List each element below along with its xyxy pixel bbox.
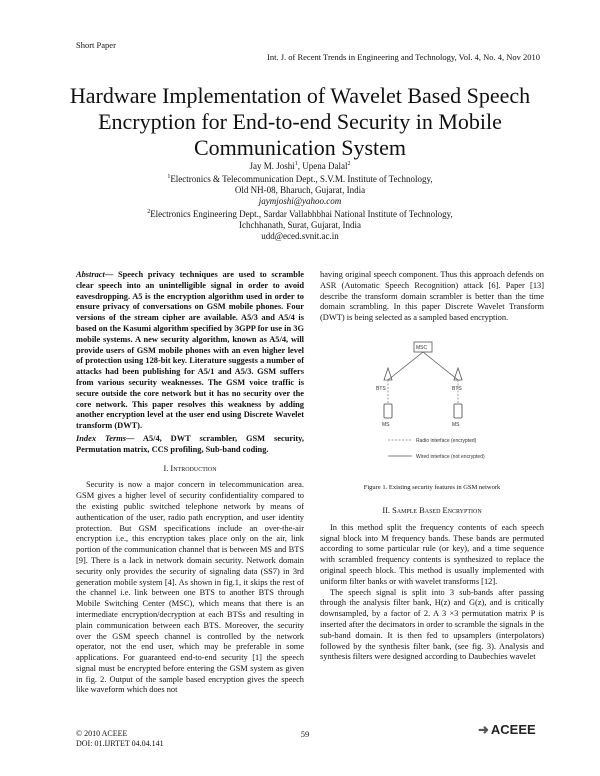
page-number: 59 [300, 729, 310, 739]
affiliation-1-address: Old NH-08, Bharuch, Gujarat, India [234, 185, 366, 195]
doi: DOI: 01.IJRTET 04.04.141 [76, 738, 164, 748]
link-msc-bts1 [388, 352, 423, 380]
label-bts-1: BTS [376, 386, 386, 392]
section-heading-introduction: I. Introduction [163, 463, 217, 473]
copyright: © 2010 ACEEE [76, 729, 128, 738]
email-2[interactable]: udd@eced.svnit.ac.in [261, 231, 339, 241]
abstract: Abstract— Speech privacy techniques are used to scramble clear speech into an unintelligible signal in order to avoid eavesdropping. A5 is the encryption algorithm used in order to ensure privacy of conversations on GSM mobile phones. Four versions of the stream cipher are available. A5/3 and A5/4 is based on the Kasumi algorithm specified by 3GPP for use in 3G mobile systems. A new security algorithm, known as A5/4, will provide users of GSM mobile phones with an even higher level of protection using 128-bit key. Literature suggests a number of attacks had been publishing for A5/1 and A5/3. GSM suffers from various security weaknesses. The GSM voice traffic is secure outside the core network but it has no security over the core network. This paper resolves this weakness by adding another encryption level at the user end using Discrete Wavelet transform (DWT). [76, 270, 304, 431]
continued-paragraph: having original speech component. Thus this approach defends on ASR (Automatic Speech Recognition) attack [6]. Paper [13] describe the transform domain scrambler is better than the time domain scrambling. In this paper Discrete Wavelet Transform (DWT) is being selected as a sampled based encryption. [320, 270, 544, 323]
affiliation-1: $^1$Electronics & Telecommunication Dept., S.V.M. Institute of Technology, [167, 174, 433, 184]
email-1[interactable]: jaymjoshi@yahoo.com [258, 196, 342, 206]
figure-1-caption: Figure 1. Existing security features in GSM network [363, 484, 501, 491]
index-terms: Index Terms— A5/4, DWT scrambler, GSM security, Permutation matrix, CCS profiling, Sub-band coding. [76, 433, 305, 454]
paper-title: Hardware Implementation of Wavelet Based Speech Encryption for End-to-end Security in Mobile Communication System [69, 83, 531, 160]
link-msc-bts2 [423, 352, 458, 380]
label-ms-1: MS [382, 422, 390, 428]
legend-wired: Wired interface (not encrypted) [416, 454, 485, 460]
label-ms-2: MS [452, 422, 460, 428]
author-names: Jay M. Joshi$^1$, Upena Dalal$^2$ [249, 161, 351, 171]
section-heading-sample-based-encryption: II. Sample Based Encryption [382, 506, 482, 515]
footer-left [76, 729, 164, 748]
right-column [320, 270, 544, 324]
mobile-phone-2-icon [454, 404, 462, 418]
affiliation-2-address: Ichchhanath, Surat, Gujarat, India [239, 220, 361, 230]
publisher-logo: ➜ ACEEE [478, 722, 536, 737]
logo-arrow-icon: ➜ [478, 722, 489, 737]
left-column [76, 270, 304, 696]
label-bts-2: BTS [452, 386, 462, 392]
legend-radio: Radio interface (encrypted) [416, 438, 477, 444]
right-column-lower [320, 506, 544, 663]
section2-paragraph-2: The speech signal is split into 3 sub-bands after passing through the analysis filter bank, H(z) and G(z), and is critically downsampled, by a factor of 2. A 3 ×3 permutation matrix P is inserted after the decimators in order to scramble the signals in the sub-band domain. It is then fed to upsamplers (interpolators) followed by the synthesis filter bank, (see fig. 3). Analysis and synthesis filters were designed according to Daubechies wavelet [320, 587, 544, 662]
figure-1-gsm-network-diagram [348, 340, 498, 472]
mobile-phone-1-icon [384, 404, 392, 418]
section2-paragraph-1: In this method split the frequency contents of each speech signal block into M frequency bands. These bands are permuted according to some particular rule (or key), and a time sequence with scrambled frequency contents is synthesized to replace the original speech block. This method is usually implemented with uniform filter banks or with wavelet transforms [12]. [320, 522, 544, 586]
label-msc: MSC [416, 345, 428, 351]
running-header-left: Short Paper [76, 40, 116, 50]
intro-paragraph: Security is now a major concern in telecommunication area. GSM gives a higher level of security confidentiality compared to the existing public switched telephone network by means of authentication of the user, radio path encryption, and user identity protection. But GSM specifications include an over-the-air encryption i.e., this encryption takes place only on the air, link portion of the communication channel that is between MS and BTS [9]. There is a lack in network domain security. Network domain security only provides the security of signaling data (SS7) in 3rd generation mobile system [4]. As shown in fig.1, it skips the rest of the channel i.e. link between one BTS to another BTS through Mobile Switching Center (MSC), which means that there is an intermediate encryption/decryption at each BTSs and resulting in plain communication between each BTS. Moreover, the security over the GSM speech channel is controlled by the network operator, not the end user, which may be preferable in some applications. For guaranteed end-to-end security [1] the speech signal must be encrypted before entering the GSM system as given in fig. 2. Output of the sample based encryption gives the speech like waveform which does not [76, 480, 304, 695]
author-block [60, 159, 540, 242]
running-header-right: Int. J. of Recent Trends in Engineering and Technology, Vol. 4, No. 4, Nov 2010 [267, 52, 540, 62]
affiliation-2: $^2$Electronics Engineering Dept., Sardar Vallabhbhai National Institute of Technology, [147, 209, 453, 219]
